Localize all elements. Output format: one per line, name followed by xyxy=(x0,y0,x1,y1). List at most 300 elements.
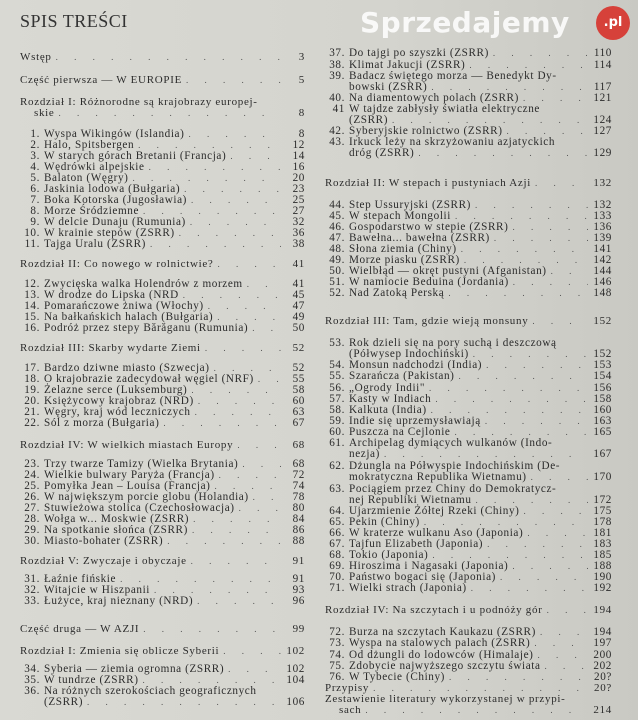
dot-leader xyxy=(192,525,281,536)
entry-number: 62. xyxy=(329,460,345,472)
entry-number: 1. xyxy=(30,128,40,140)
dot-leader xyxy=(230,151,281,162)
page-number: 202 xyxy=(593,660,612,672)
entry-title: Rozdział III: Tam, gdzie wieją monsuny xyxy=(325,315,529,327)
page-number: 41 xyxy=(292,258,305,270)
entry-title: Gospodarstwo w stepie (ZSRR) xyxy=(349,221,509,233)
entry-number: 41 xyxy=(332,103,345,115)
dot-leader xyxy=(179,228,281,239)
entry-title: Rozdział II: Co nowego w rolnictwie? xyxy=(20,258,214,270)
entry-number: 30. xyxy=(24,535,40,547)
entry-title: Od dżungli do lodowców (Himalaje) xyxy=(349,649,534,661)
entry-number: 17. xyxy=(24,362,40,374)
page-number: 178 xyxy=(593,516,612,528)
page-number: 127 xyxy=(593,125,612,137)
page-number: 68 xyxy=(292,439,305,451)
toc-entry[interactable] xyxy=(325,484,612,506)
entry-title: W starych górach Bretanii (Francja) xyxy=(44,150,227,162)
entry-number: 15. xyxy=(24,311,40,323)
entry-title: Syberyjskie rolnictwo (ZSRR) xyxy=(349,125,503,137)
dot-leader xyxy=(435,394,588,405)
toc-line xyxy=(20,343,305,354)
entry-number: 75. xyxy=(329,660,345,672)
entry-title-continued: nezja) xyxy=(349,448,380,460)
dot-leader xyxy=(190,217,281,228)
entry-title: Kasty w Indiach xyxy=(349,393,432,405)
page-number: 12 xyxy=(292,139,305,151)
toc-entry[interactable] xyxy=(325,583,612,594)
entry-title-continued: (ZSRR) xyxy=(349,114,389,126)
page-number: 152 xyxy=(593,315,612,327)
page-number: 163 xyxy=(593,415,612,427)
entry-title: Część druga — W AZJI xyxy=(20,623,140,635)
entry-number: 29. xyxy=(24,524,40,536)
entry-title: Na bałkańskich halach (Bułgaria) xyxy=(44,311,214,323)
dot-leader xyxy=(475,200,588,211)
page-number: 133 xyxy=(593,210,612,222)
entry-title: Morze Śródziemne xyxy=(44,205,140,217)
toc-heading[interactable] xyxy=(20,646,305,657)
entry-number: 56. xyxy=(329,382,345,394)
entry-title-continued: (Półwysep Indochiński) xyxy=(349,348,469,360)
dot-leader xyxy=(242,459,281,470)
toc-line xyxy=(20,418,305,429)
entry-title: Przypisy xyxy=(325,682,370,694)
entry-title: Wołga w... Moskwie (ZSRR) xyxy=(44,513,190,525)
entry-title-continued: skie xyxy=(34,107,55,119)
entry-number: 64. xyxy=(329,505,345,517)
entry-title: Indie się uprzemysławiają xyxy=(349,415,481,427)
page-number: 88 xyxy=(292,535,305,547)
entry-title: Rozdział III: Skarby wydarte Ziemi xyxy=(20,342,201,354)
entry-title: Rozdział V: Zwyczaje i obyczaje xyxy=(20,555,187,567)
page-number: 129 xyxy=(593,147,612,159)
dot-leader xyxy=(512,561,588,572)
entry-title: Zestawienie literatury wykorzystanej w przypi- xyxy=(325,693,566,705)
page-number: 52 xyxy=(292,362,305,374)
dot-leader xyxy=(193,514,281,525)
entry-title: Ujarzmienie Żółtej Rzeki (Chiny) xyxy=(349,505,520,517)
entry-title: W kraterze wulkanu Aso (Japonia) xyxy=(349,527,524,539)
toc-line xyxy=(325,694,612,705)
entry-number: 73. xyxy=(329,637,345,649)
entry-title: Hiroszima i Nagasaki (Japonia) xyxy=(349,560,509,572)
entry-title: Jaskinia lodowa (Bułgaria) xyxy=(44,183,181,195)
dot-leader xyxy=(384,449,588,460)
entry-number: 36. xyxy=(24,685,40,697)
page-number: 84 xyxy=(292,513,305,525)
toc-entry[interactable] xyxy=(325,137,612,159)
toc-entry[interactable] xyxy=(325,638,612,649)
entry-number: 25. xyxy=(24,480,40,492)
entry-number: 70. xyxy=(329,571,345,583)
entry-number: 21. xyxy=(24,406,40,418)
page-number: 194 xyxy=(593,604,612,616)
entry-title: Wędrówki alpejskie xyxy=(44,161,145,173)
entry-number: 12. xyxy=(24,278,40,290)
page-number: 170 xyxy=(593,471,612,483)
dot-leader xyxy=(500,572,588,583)
entry-number: 7. xyxy=(30,194,40,206)
page-number: 144 xyxy=(593,265,612,277)
entry-number: 50. xyxy=(329,265,345,277)
toc-heading[interactable] xyxy=(20,259,305,270)
dot-leader xyxy=(184,184,281,195)
page-number: 68 xyxy=(292,458,305,470)
page-number: 190 xyxy=(593,571,612,583)
entry-title: Dżungla na Półwyspie Indochińskim (De- xyxy=(349,460,561,472)
dot-leader xyxy=(534,638,588,649)
page-number: 153 xyxy=(593,359,612,371)
entry-number: 35. xyxy=(24,674,40,686)
entry-title: Szarańcza (Pakistan) xyxy=(349,370,455,382)
toc-line-continued xyxy=(325,148,612,159)
entry-number: 34. xyxy=(24,663,40,675)
entry-title: W stepach Mongolii xyxy=(349,210,451,222)
page-number: 86 xyxy=(292,524,305,536)
dot-leader xyxy=(149,162,281,173)
entry-number: 72. xyxy=(329,626,345,638)
entry-number: 20. xyxy=(24,395,40,407)
page-number: 156 xyxy=(593,382,612,394)
toc-heading[interactable] xyxy=(20,556,305,567)
entry-number: 67. xyxy=(329,538,345,550)
toc-entry[interactable] xyxy=(325,338,612,360)
page-number: 20 xyxy=(292,172,305,184)
entry-title: Żelazne serce (Luksemburg) xyxy=(44,384,188,396)
entry-title: Archipelag dymiących wulkanów (Indo- xyxy=(349,437,553,449)
dot-leader xyxy=(532,316,588,327)
page-number: 183 xyxy=(593,538,612,550)
entry-title: Do tajgi po szyszki (ZSRR) xyxy=(349,47,489,59)
page-number: 20? xyxy=(594,682,612,694)
entry-number: 48. xyxy=(329,243,345,255)
entry-title: Na diamentowych polach (ZSRR) xyxy=(349,92,519,104)
dot-leader xyxy=(167,536,281,547)
entry-number: 14. xyxy=(24,300,40,312)
dot-leader xyxy=(448,288,588,299)
page-number: 160 xyxy=(593,404,612,416)
toc-entry[interactable] xyxy=(325,371,612,382)
toc-heading[interactable] xyxy=(325,178,612,189)
dot-leader xyxy=(487,539,588,550)
page-number: 114 xyxy=(593,59,612,71)
toc-heading[interactable] xyxy=(325,316,612,327)
page-number: 117 xyxy=(593,81,612,93)
page-number: 121 xyxy=(593,92,612,104)
entry-title: Węgry, kraj wód leczniczych xyxy=(44,406,191,418)
entry-title: Tokio (Japonia) xyxy=(349,549,429,561)
page-number: 165 xyxy=(593,426,612,438)
toc-line xyxy=(325,178,612,189)
entry-number: 54. xyxy=(329,359,345,371)
entry-number: 8. xyxy=(30,205,40,217)
dot-leader xyxy=(186,75,281,86)
entry-number: 59. xyxy=(329,415,345,427)
toc-line xyxy=(325,638,612,649)
toc-entry[interactable] xyxy=(20,536,305,547)
dot-leader xyxy=(473,349,588,360)
dot-leader xyxy=(551,266,588,277)
page-number: 5 xyxy=(298,74,305,86)
entry-title: O krajobrazie zadecydował węgiel (NRF) xyxy=(44,373,254,385)
page-number: 60 xyxy=(292,395,305,407)
page-number: 102 xyxy=(286,645,305,657)
page-number: 172 xyxy=(593,494,612,506)
entry-number: 11. xyxy=(24,238,40,250)
toc-line xyxy=(325,371,612,382)
entry-title-continued: bowski (ZSRR) xyxy=(349,81,428,93)
page-number: 58 xyxy=(292,384,305,396)
page-number: 167 xyxy=(593,448,612,460)
page-number: 141 xyxy=(593,243,612,255)
toc-heading[interactable] xyxy=(20,52,305,63)
entry-title: Nad Zatoką Perską xyxy=(349,287,445,299)
entry-title-continued: sach xyxy=(339,704,362,716)
page-number: 148 xyxy=(593,287,612,299)
toc-line xyxy=(20,52,305,63)
page-number: 91 xyxy=(292,555,305,567)
entry-title: Zdobycie najwyższego szczytu świata xyxy=(349,660,541,672)
entry-title: Podróż przez stepy Bărăganu (Rumunia) xyxy=(44,322,249,334)
entry-title: Wielki strach (Japonia) xyxy=(349,582,467,594)
page-number: 49 xyxy=(292,311,305,323)
watermark-badge: .pl xyxy=(596,6,630,40)
toc-heading[interactable] xyxy=(20,440,305,451)
toc-heading[interactable] xyxy=(20,624,305,635)
page-number: 132 xyxy=(593,199,612,211)
entry-number: 60. xyxy=(329,426,345,438)
toc-heading[interactable] xyxy=(20,97,305,119)
entry-title: Rozdział I: Zmienia się oblicze Syberii xyxy=(20,645,220,657)
entry-number: 26. xyxy=(24,491,40,503)
dot-leader xyxy=(223,646,281,657)
dot-leader xyxy=(512,222,588,233)
page-number: 45 xyxy=(292,289,305,301)
page-number: 91 xyxy=(292,573,305,585)
toc-heading[interactable] xyxy=(325,694,612,716)
page-number: 104 xyxy=(286,674,305,686)
entry-number: 32. xyxy=(24,584,40,596)
entry-title: Rozdział IV: Na szczytach i u podnóży gór xyxy=(325,604,543,616)
page-number: 20? xyxy=(594,671,612,683)
page-number: 23 xyxy=(292,183,305,195)
toc-entry[interactable] xyxy=(20,418,305,429)
page-number: 132 xyxy=(593,177,612,189)
dot-leader xyxy=(459,371,589,382)
entry-number: 44. xyxy=(329,199,345,211)
entry-title: Na różnych szerokościach geograficznych xyxy=(44,685,257,697)
entry-number: 22. xyxy=(24,417,40,429)
toc-line-continued xyxy=(20,697,305,708)
entry-title: Pekin (Chiny) xyxy=(349,516,420,528)
entry-number: 61. xyxy=(329,437,345,449)
page-number: 142 xyxy=(593,254,612,266)
toc-line xyxy=(20,440,305,451)
entry-title: Boka Kotorska (Jugosławia) xyxy=(44,194,187,206)
toc-heading[interactable] xyxy=(20,343,305,354)
entry-title: Klimat Jakucji (ZSRR) xyxy=(349,59,466,71)
entry-title: Wielbłąd — okręt pustyni (Afganistan) xyxy=(349,265,547,277)
dot-leader xyxy=(195,407,281,418)
page-number: 3 xyxy=(298,51,305,63)
entry-number: 45. xyxy=(329,210,345,222)
toc-entry[interactable] xyxy=(325,104,612,126)
entry-title: Syberia — ziemia ogromna (ZSRR) xyxy=(44,663,225,675)
entry-number: 43. xyxy=(329,136,345,148)
page-number: 78 xyxy=(292,491,305,503)
entry-number: 51. xyxy=(329,276,345,288)
entry-number: 2. xyxy=(30,139,40,151)
page-number: 27 xyxy=(292,205,305,217)
entry-title: Badacz świętego morza — Benedykt Dy- xyxy=(349,70,557,82)
toc-line xyxy=(325,288,612,299)
dot-leader xyxy=(197,596,281,607)
toc-entry[interactable] xyxy=(325,288,612,299)
toc-line xyxy=(20,259,305,270)
entry-number: 42. xyxy=(329,125,345,137)
toc-line xyxy=(20,556,305,567)
entry-title: W namiocie Beduina (Jordania) xyxy=(349,276,509,288)
toc-entry[interactable] xyxy=(20,323,305,334)
entry-title: Księżycowy krajobraz (NRD) xyxy=(44,395,194,407)
dot-leader xyxy=(365,705,588,716)
entry-number: 74. xyxy=(329,649,345,661)
entry-title: Na spotkanie słońca (ZSRR) xyxy=(44,524,188,536)
entry-number: 55. xyxy=(329,370,345,382)
toc-entry[interactable] xyxy=(20,686,305,708)
entry-number: 5. xyxy=(30,172,40,184)
entry-title-continued: mokratyczna Republika Wietnamu) xyxy=(349,471,527,483)
page-number: 175 xyxy=(593,505,612,517)
dot-leader xyxy=(535,178,588,189)
page-number: 8 xyxy=(298,128,305,140)
page-number: 47 xyxy=(292,300,305,312)
entry-number: 10. xyxy=(24,227,40,239)
dot-leader xyxy=(143,624,281,635)
dot-leader xyxy=(150,239,281,250)
page-number: 200 xyxy=(593,649,612,661)
toc-line xyxy=(20,75,305,86)
page-number: 185 xyxy=(593,549,612,561)
dot-leader xyxy=(191,385,281,396)
dot-leader xyxy=(188,129,281,140)
page-number: 72 xyxy=(292,469,305,481)
entry-title: Bardzo dziwne miasto (Szwecja) xyxy=(44,362,210,374)
toc-entry[interactable] xyxy=(325,48,612,59)
dot-leader xyxy=(56,52,281,63)
dot-leader xyxy=(540,627,588,638)
entry-number: 65. xyxy=(329,516,345,528)
entry-number: 58. xyxy=(329,404,345,416)
entry-number: 68. xyxy=(329,549,345,561)
toc-line xyxy=(325,605,612,616)
entry-number: 76. xyxy=(329,671,345,683)
entry-title: Monsun nadchodzi (India) xyxy=(349,359,483,371)
toc-entry[interactable] xyxy=(20,239,305,250)
toc-line xyxy=(20,596,305,607)
page-title: SPIS TREŚCI xyxy=(20,11,128,31)
dot-leader xyxy=(219,470,281,481)
entry-title: Część pierwsza — W EUROPIE xyxy=(20,74,182,86)
toc-entry[interactable] xyxy=(20,596,305,607)
toc-heading[interactable] xyxy=(20,75,305,86)
page-number: 194 xyxy=(593,626,612,638)
toc-line-continued xyxy=(325,449,612,460)
entry-title: Rozdział I: Różnorodne są krajobrazy europej- xyxy=(20,96,258,108)
entry-number: 47. xyxy=(329,232,345,244)
entry-title: Pociągiem przez Chiny do Demokratycz- xyxy=(349,483,557,495)
page-number: 154 xyxy=(593,370,612,382)
page-number: 214 xyxy=(593,704,612,716)
page-number: 32 xyxy=(292,216,305,228)
page-number: 110 xyxy=(593,47,612,59)
entry-title: W tajdze zabłysły światła elektryczne xyxy=(349,103,540,115)
entry-title: W delcie Dunaju (Rumunia) xyxy=(44,216,186,228)
entry-title: Łaźnie fińskie xyxy=(44,573,117,585)
entry-title: Stuwieżowa stolica (Czechosłowacja) xyxy=(44,502,235,514)
entry-title: Sól z morza (Bułgaria) xyxy=(44,417,160,429)
entry-number: 24. xyxy=(24,469,40,481)
toc-entry[interactable] xyxy=(325,438,612,460)
entry-number: 40. xyxy=(329,92,345,104)
page-number: 96 xyxy=(292,595,305,607)
page-number: 8 xyxy=(298,107,305,119)
entry-number: 49. xyxy=(329,254,345,266)
page-number: 63 xyxy=(292,406,305,418)
page-number: 67 xyxy=(292,417,305,429)
entry-title: Irkuck leży na skrzyżowaniu azjatyckich xyxy=(349,136,556,148)
toc-entry[interactable] xyxy=(325,71,612,93)
page-number: 192 xyxy=(593,582,612,594)
page-number: 55 xyxy=(292,373,305,385)
toc-line xyxy=(20,97,305,108)
dot-leader xyxy=(252,323,281,334)
entry-title: Kalkuta (India) xyxy=(349,404,427,416)
dot-leader xyxy=(547,605,588,616)
page-number: 139 xyxy=(593,232,612,244)
page-number: 188 xyxy=(593,560,612,572)
entry-number: 19. xyxy=(24,384,40,396)
dot-leader xyxy=(485,416,588,427)
entry-title-continued: dróg (ZSRR) xyxy=(349,147,415,159)
entry-number: 71. xyxy=(329,582,345,594)
page-number: 102 xyxy=(286,663,305,675)
dot-leader xyxy=(531,472,588,483)
dot-leader xyxy=(471,583,588,594)
entry-number: 4. xyxy=(30,161,40,173)
dot-leader xyxy=(163,418,281,429)
dot-leader xyxy=(87,697,281,708)
page-number: 14 xyxy=(292,150,305,162)
dot-leader xyxy=(493,48,588,59)
toc-entry[interactable] xyxy=(325,461,612,483)
toc-heading[interactable] xyxy=(325,605,612,616)
entry-number: 27. xyxy=(24,502,40,514)
page-number: 50 xyxy=(292,322,305,334)
dot-leader xyxy=(191,195,281,206)
dot-leader xyxy=(59,108,281,119)
page-number: 124 xyxy=(593,114,612,126)
entry-title: Pomyłka Jean – Louisa (Francja) xyxy=(44,480,211,492)
entry-number: 46. xyxy=(329,221,345,233)
entry-title: W największym porcie globu (Holandia) xyxy=(44,491,249,503)
page-number: 80 xyxy=(292,502,305,514)
entry-title: Słona ziemia (Chiny) xyxy=(349,243,457,255)
entry-number: 39. xyxy=(329,70,345,82)
page-number: 93 xyxy=(292,584,305,596)
entry-number: 52. xyxy=(329,287,345,299)
